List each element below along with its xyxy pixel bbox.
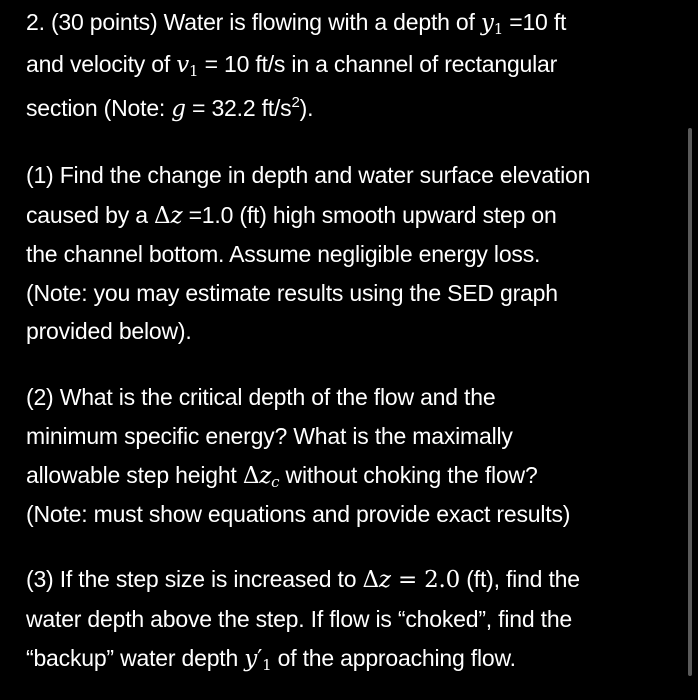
- step-value: = 2.0: [390, 567, 461, 593]
- part3-text: (3) If the step size is increased to: [26, 566, 363, 592]
- header-line-1: [26, 8, 566, 37]
- delta-symbol: Δ: [242, 463, 260, 489]
- y1-value: =10 ft: [503, 9, 567, 35]
- part1-text: (Note: you may estimate results using the SED graph: [26, 280, 558, 306]
- y1-symbol: y: [480, 10, 494, 36]
- part3-text: “backup” water depth: [26, 645, 245, 671]
- g-exponent: 2: [291, 94, 300, 111]
- part3-line-1: [26, 565, 580, 594]
- part2-text: (2) What is the critical depth of the flow and the: [26, 384, 496, 410]
- part1-line-1: [26, 161, 590, 189]
- header-text: section (Note:: [26, 95, 172, 121]
- header-line-3: [26, 94, 313, 123]
- part1-text: (1) Find the change in depth and water surface elevation: [26, 162, 591, 188]
- header-text: and velocity of: [26, 51, 177, 77]
- delta-symbol: Δ: [154, 203, 171, 229]
- z-symbol: z: [259, 463, 272, 489]
- part3-line-3: [26, 644, 516, 673]
- part2-line-1: [26, 383, 495, 411]
- g-symbol: g: [171, 96, 186, 122]
- part2-line-3: [26, 461, 538, 490]
- part2-text: allowable step height: [26, 462, 243, 488]
- header-text: = 10 ft/s in a channel of rectangular: [198, 51, 558, 77]
- part2-text: (Note: must show equations and provide exact results): [26, 501, 571, 527]
- part3-text: water depth above the step. If flow is “choked”, find the: [26, 606, 573, 632]
- v1-symbol: v: [176, 52, 190, 78]
- z-symbol: z: [378, 567, 391, 593]
- part1-line-4: [26, 279, 558, 307]
- part2-line-4: [26, 500, 570, 528]
- part3-line-2: [26, 605, 572, 633]
- part1-text: the channel bottom. Assume negligible energy loss.: [26, 241, 541, 267]
- part2-text: minimum specific energy? What is the maximally: [26, 423, 513, 449]
- part1-text: =1.0 (ft) high smooth upward step on: [182, 202, 557, 228]
- scrollbar[interactable]: [688, 128, 692, 676]
- part1-text: provided below).: [26, 318, 192, 344]
- c-subscript: c: [271, 473, 280, 491]
- part3-text: of the approaching flow.: [271, 645, 516, 671]
- y1-subscript: 1: [262, 656, 272, 674]
- part1-line-3: [26, 240, 540, 268]
- g-value: = 32.2 ft/s: [185, 95, 292, 121]
- prime-symbol: ′: [257, 646, 263, 672]
- part2-line-2: [26, 422, 513, 450]
- part1-line-5: [26, 317, 192, 345]
- header-text: 2. (30 points) Water is flowing with a depth of: [26, 9, 481, 35]
- v1-subscript: 1: [189, 62, 199, 80]
- part2-text: without choking the flow?: [279, 462, 538, 488]
- part1-line-2: [26, 201, 557, 230]
- header-text: ).: [299, 95, 314, 121]
- part3-text: (ft), find the: [460, 566, 580, 592]
- part1-text: caused by a: [26, 202, 155, 228]
- y-symbol: y: [244, 646, 258, 672]
- z-symbol: z: [170, 203, 183, 229]
- delta-symbol: Δ: [362, 567, 379, 593]
- y1-subscript: 1: [493, 20, 504, 38]
- header-line-2: [26, 50, 557, 79]
